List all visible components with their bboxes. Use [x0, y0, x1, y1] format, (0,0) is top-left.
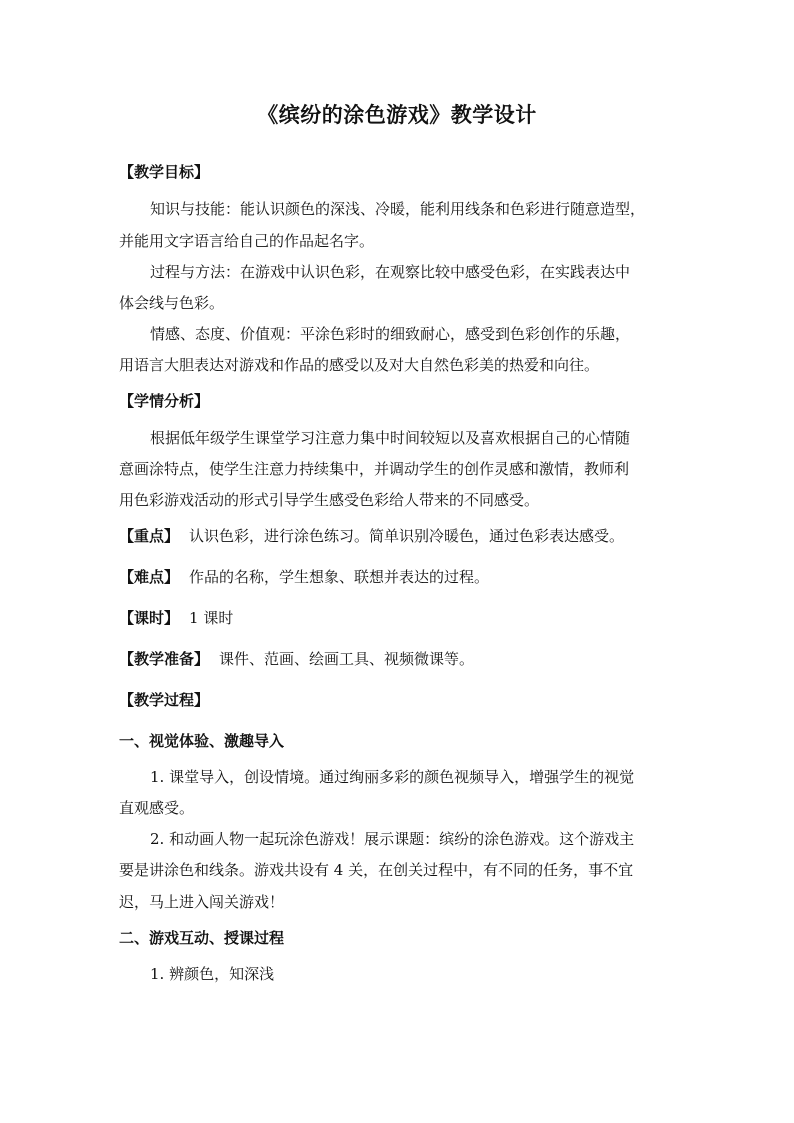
section1-item2-line-3: 迟，马上进入闯关游戏！ [119, 893, 285, 911]
analysis-line-1: 根据低年级学生课堂学习注意力集中时间较短以及喜欢根据自己的心情随 [150, 429, 631, 447]
analysis-line-2: 意画涂特点，使学生注意力持续集中，并调动学生的创作灵感和激情，教师利 [119, 460, 630, 478]
hours-label: 【课时】 [119, 609, 180, 627]
keypoint-label: 【重点】 [119, 527, 180, 545]
objectives-process-line-2: 体会线与色彩。 [119, 294, 225, 312]
section1-item1-line-2: 直观感受。 [119, 799, 195, 817]
section1-item2-line-1: 2. 和动画人物一起玩涂色游戏！展示课题：缤纷的涂色游戏。这个游戏主 [150, 830, 635, 848]
section1-item1-line-1: 1. 课堂导入，创设情境。通过绚丽多彩的颜色视频导入，增强学生的视觉 [150, 768, 635, 786]
section1-heading: 一、视觉体验、激趣导入 [119, 732, 285, 750]
page-title: 《缤纷的涂色游戏》教学设计 [257, 103, 537, 127]
difficulty-label: 【难点】 [119, 568, 180, 586]
prep-row [119, 648, 474, 670]
process-heading: 【教学过程】 [119, 691, 210, 709]
difficulty-row [119, 566, 489, 588]
objectives-knowledge-line-1: 知识与技能：能认识颜色的深浅、冷暖，能利用线条和色彩进行随意造型， [150, 200, 646, 218]
analysis-line-3: 用色彩游戏活动的形式引导学生感受色彩给人带来的不同感受。 [119, 491, 540, 509]
hours-text: 1 课时 [189, 609, 234, 627]
hours-row [119, 607, 233, 629]
section1-item2-line-2: 要是讲涂色和线条。游戏共设有 4 关，在创关过程中，有不同的任务，事不宜 [119, 861, 634, 879]
objectives-emotion-line-2: 用语言大胆表达对游戏和作品的感受以及对大自然色彩美的热爱和向往。 [119, 356, 600, 374]
objectives-emotion-line-1: 情感、态度、价值观：平涂色彩时的细致耐心，感受到色彩创作的乐趣， [150, 325, 631, 343]
objectives-heading: 【教学目标】 [119, 163, 210, 181]
difficulty-text: 作品的名称，学生想象、联想并表达的过程。 [189, 568, 490, 586]
section2-heading: 二、游戏互动、授课过程 [119, 929, 285, 947]
objectives-knowledge-line-2: 并能用文字语言给自己的作品起名字。 [119, 232, 375, 250]
analysis-heading: 【学情分析】 [119, 392, 210, 410]
objectives-process-line-1: 过程与方法：在游戏中认识色彩，在观察比较中感受色彩，在实践表达中 [150, 263, 631, 281]
keypoint-text: 认识色彩，进行涂色练习。简单识别冷暖色，通过色彩表达感受。 [189, 527, 625, 545]
keypoint-row [119, 525, 624, 547]
prep-text: 课件、范画、绘画工具、视频微课等。 [219, 650, 475, 668]
section2-item1: 1. 辨颜色，知深浅 [150, 965, 275, 983]
prep-label: 【教学准备】 [119, 650, 210, 668]
